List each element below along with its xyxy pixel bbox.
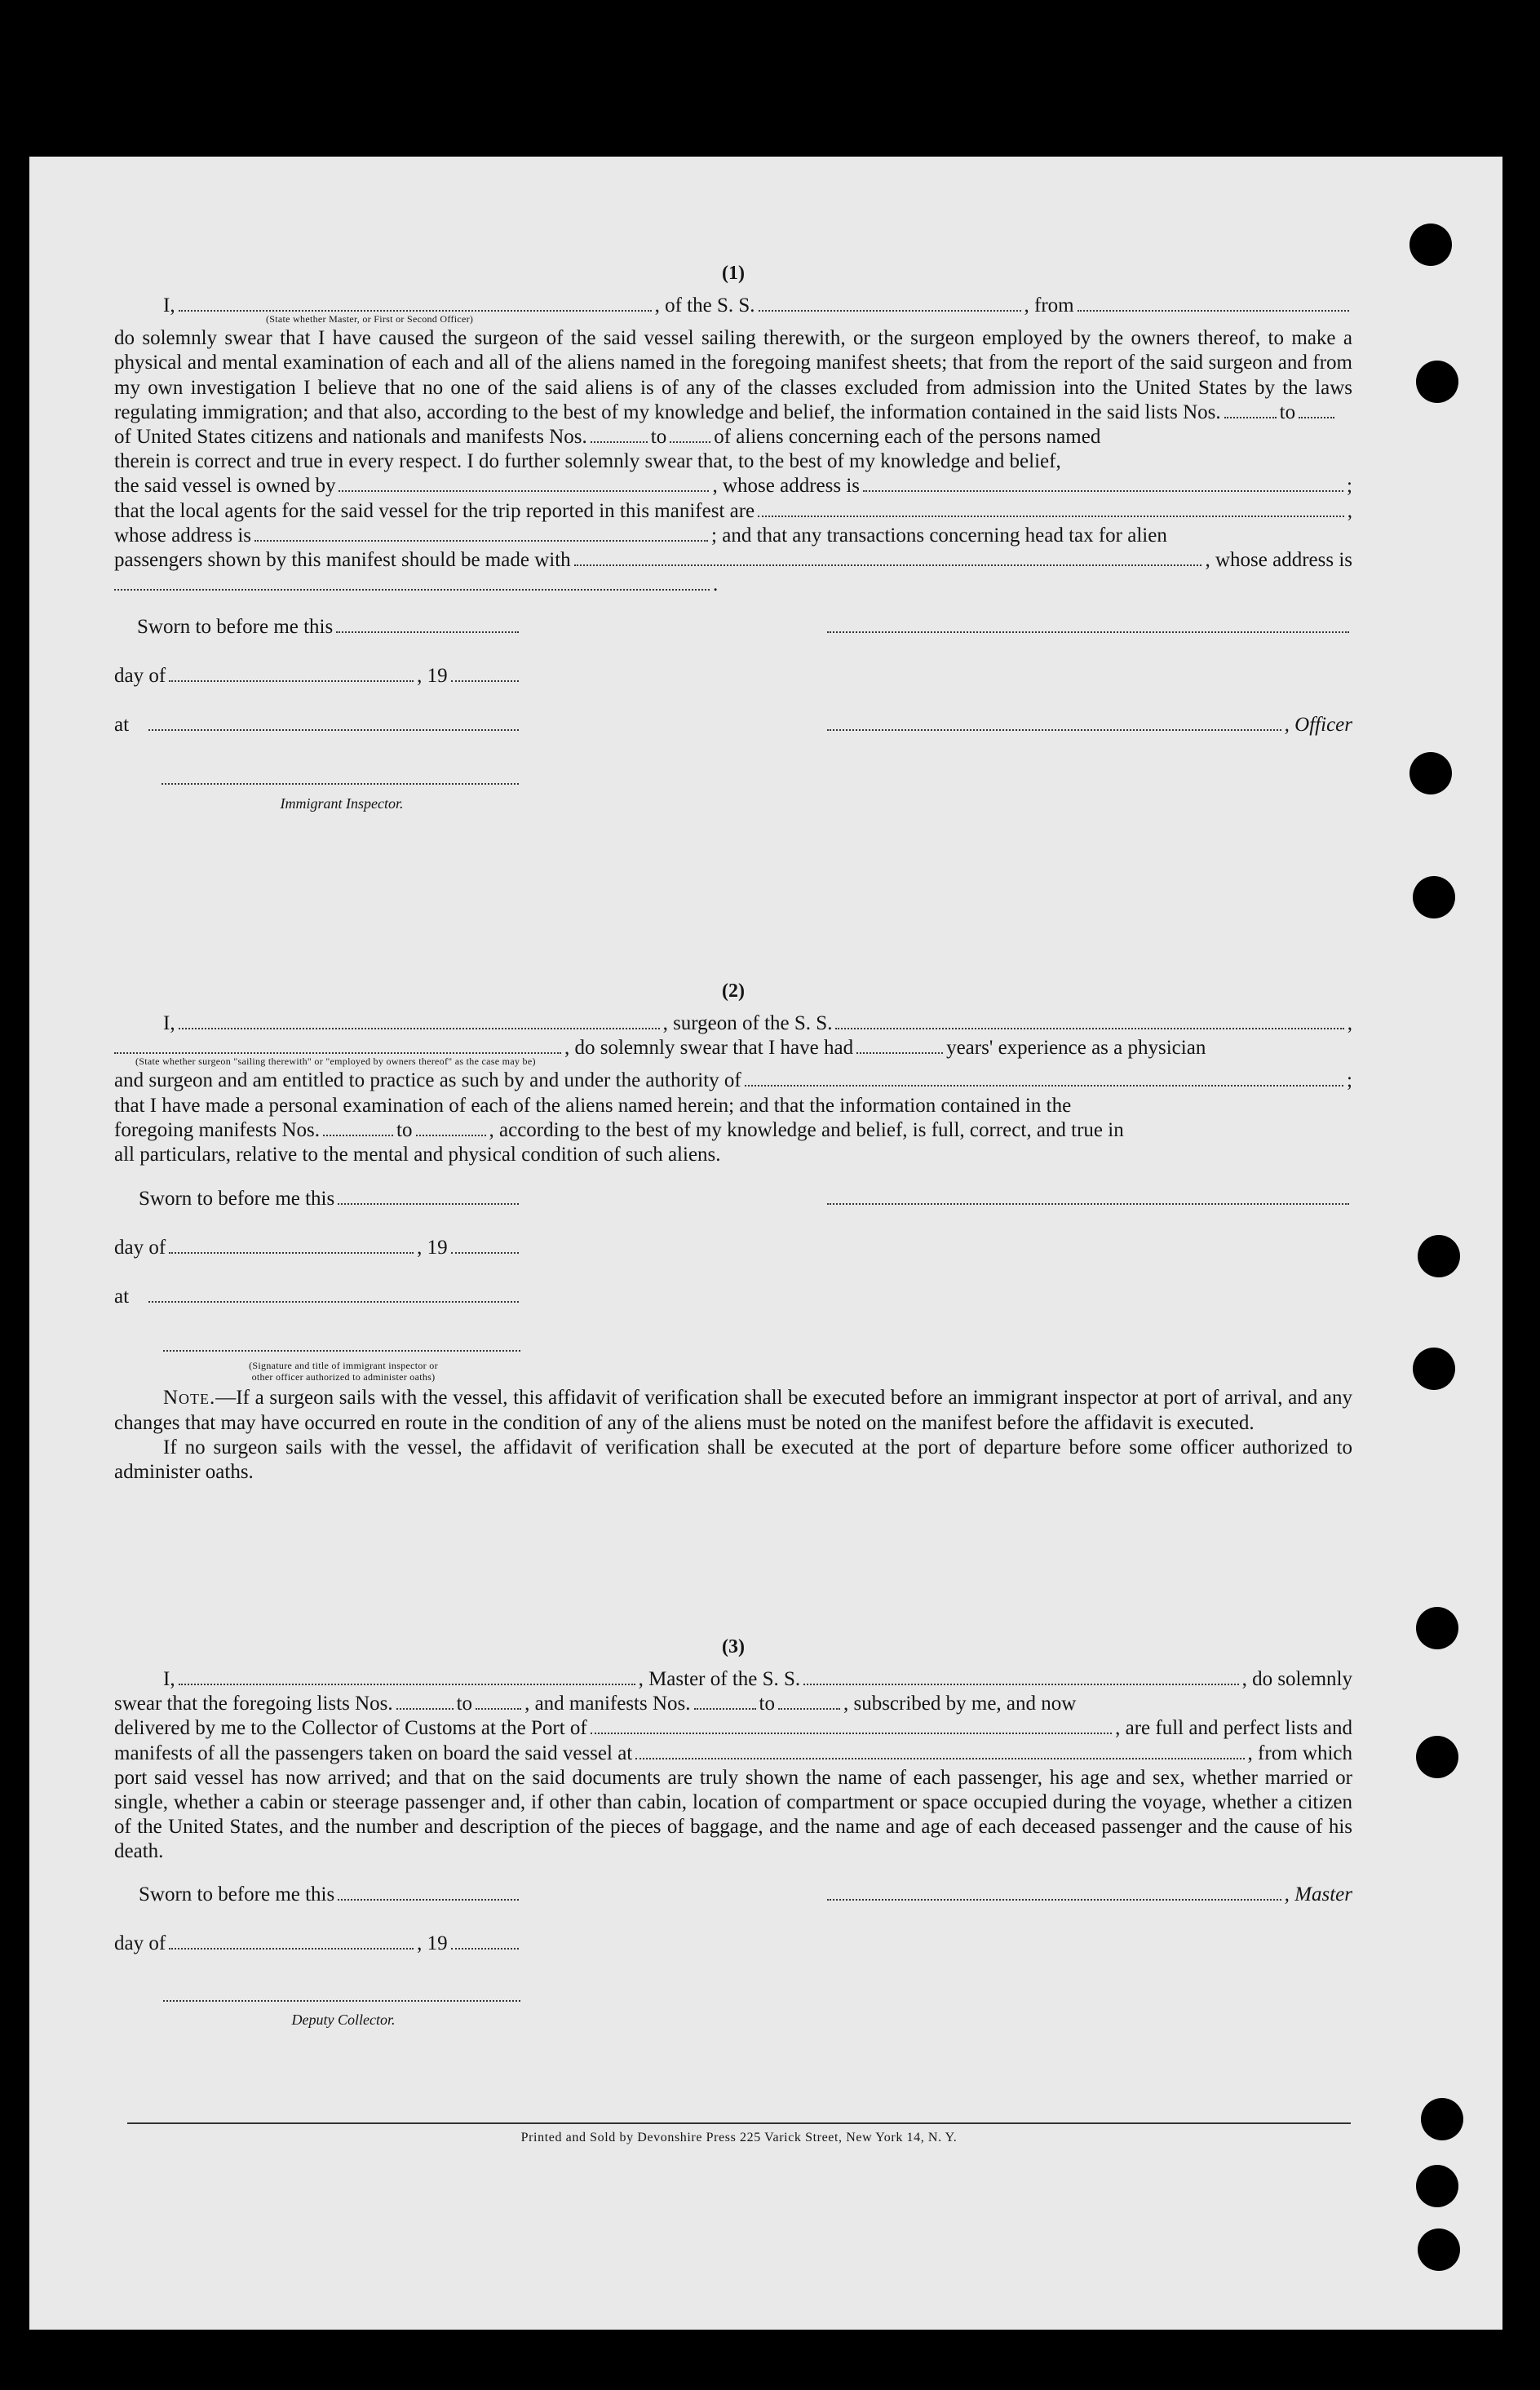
examination-line: that I have made a personal examination of each of the aliens named herein; and that the information contained in the xyxy=(114,1094,1072,1117)
affidavit-master-section xyxy=(114,261,1352,812)
headtax-address-line: . xyxy=(114,573,1352,597)
sworn-day-field[interactable] xyxy=(336,615,519,633)
punch-hole xyxy=(1418,1235,1460,1277)
label-from: , from xyxy=(1024,294,1074,316)
lists-from-field[interactable] xyxy=(396,1692,454,1710)
sworn-row: Sworn to before me this xyxy=(114,1187,1352,1236)
officer-signature-field[interactable] xyxy=(827,615,1349,633)
year-field[interactable] xyxy=(451,1236,519,1254)
section-number: (3) xyxy=(722,1636,745,1658)
punch-hole xyxy=(1409,224,1452,266)
punch-hole xyxy=(1413,1348,1455,1390)
inspector-signature-field[interactable] xyxy=(162,767,519,785)
surgeon-manifests-from-field[interactable] xyxy=(323,1118,393,1136)
punch-hole xyxy=(1416,2165,1458,2207)
section-number: (1) xyxy=(722,263,745,284)
punch-hole xyxy=(1416,1736,1458,1778)
affidavit-surgeon-section xyxy=(114,979,1352,1485)
agents-address-field[interactable] xyxy=(254,524,708,542)
boarded-line: manifests of all the passengers taken on board the said vessel at , from which xyxy=(114,1742,1352,1764)
place-field[interactable] xyxy=(148,1285,519,1303)
master-signature-field[interactable] xyxy=(827,1883,1281,1901)
lists-to-field[interactable] xyxy=(1299,401,1334,418)
at-row: at , Officer xyxy=(114,714,1352,737)
manifests-from-field[interactable] xyxy=(591,425,648,443)
foregoing-line: foregoing manifests Nos. to , according to the best of my knowledge and belief, is full, correct, and true in xyxy=(114,1118,1124,1141)
correct-line: therein is correct and true in every respect. I do further solemnly swear that, to the best of my knowledge and belief, xyxy=(114,450,1061,473)
day-row: day of , 19 xyxy=(114,1236,1352,1285)
owner-line: the said vessel is owned by , whose address is ; xyxy=(114,475,1352,498)
manifests-to-field[interactable] xyxy=(670,425,710,443)
surgeon-signature-field[interactable] xyxy=(827,1187,1349,1205)
lists-to-field[interactable] xyxy=(476,1692,521,1710)
day-row: day of , 19 xyxy=(114,1932,1352,1981)
headtax-line: passengers shown by this manifest should be made with , whose address is xyxy=(114,549,1352,572)
section-number: (2) xyxy=(722,980,745,1002)
surgeon-manifests-to-field[interactable] xyxy=(416,1118,486,1136)
punch-hole xyxy=(1421,2098,1463,2140)
sworn-day-field[interactable] xyxy=(338,1187,519,1205)
affidavit-body: do solemnly swear that I have caused the surgeon of the said vessel sailing therewith, or the surgeon employed by the owners thereof, to make a physical and mental examination of each and all of the aliens named in the foregoing manifest sheets; that from the report of the said surgeon and from my own investigation I believe that no one of the said aliens is of any of the classes excluded from admission into the United States by the laws regulating immigration; and that also, according to the best of my knowledge and belief, the information contained in the said lists Nos. to xyxy=(114,327,1352,423)
lists-line: swear that the foregoing lists Nos. to , and manifests Nos. to , subscribed by me, and now xyxy=(114,1693,1077,1715)
punch-hole xyxy=(1418,2228,1460,2271)
owner-field[interactable] xyxy=(339,474,709,492)
surgeon-vessel-field[interactable] xyxy=(835,1011,1343,1029)
officer-title-field[interactable] xyxy=(827,713,1281,731)
owner-address-field[interactable] xyxy=(863,474,1343,492)
collector-body: port said vessel has now arrived; and that on the said documents are truly shown the name of each passenger, his age and sex, whether married or single, whether a cabin or steerage passenger and, if other than cabin, location of compartment or space occupied during the voyage, whether a citizen of the United States, and the number and description of the pieces of baggage, and the name and age of each deceased passenger and the cause of his death. xyxy=(114,1766,1352,1863)
port-field[interactable] xyxy=(591,1716,1112,1734)
surgeon-status-field[interactable] xyxy=(114,1036,561,1054)
collector-signature-field[interactable] xyxy=(163,1984,520,2002)
vessel-name-field[interactable] xyxy=(759,294,1021,312)
form-sheet xyxy=(29,157,1502,2330)
day-month-field[interactable] xyxy=(169,664,414,682)
headtax-field[interactable] xyxy=(574,548,1202,566)
particulars-line: all particulars, relative to the mental and physical condition of such aliens. xyxy=(114,1144,721,1166)
year-field[interactable] xyxy=(451,664,519,682)
master-vessel-field[interactable] xyxy=(803,1667,1238,1685)
manifests-from-field[interactable] xyxy=(694,1692,756,1710)
footer-rule xyxy=(127,2122,1351,2124)
printer-footer: Printed and Sold by Devonshire Press 225 Varick Street, New York 14, N. Y. xyxy=(520,2131,958,2144)
citizens-line: of United States citizens and nationals and manifests Nos. to of aliens concerning each of the persons named xyxy=(114,426,1101,449)
day-row: day of , 19 xyxy=(114,664,1352,713)
sworn-row: Sworn to before me this , Master xyxy=(139,1883,1352,1905)
label-i: I, xyxy=(163,294,175,316)
punch-hole xyxy=(1416,1607,1458,1649)
sworn-day-field[interactable] xyxy=(338,1883,519,1901)
at-row: at xyxy=(114,1285,1352,1334)
day-month-field[interactable] xyxy=(169,1932,414,1950)
inspector-signature-field[interactable] xyxy=(163,1334,520,1352)
authority-line: and surgeon and am entitled to practice as such by and under the authority of ; xyxy=(114,1069,1352,1092)
note-paragraph: Note.—If a surgeon sails with the vessel, this affidavit of verification shall be executed before an immigrant inspector at port of arrival, and any changes that may have occurred en route in the condition of any of the aliens must be noted on the manifest before the affidavit is executed. xyxy=(114,1387,1352,1434)
surgeon-caption: (State whether surgeon "sailing therewith" or "employed by owners thereof" as the case may be) xyxy=(135,1056,536,1068)
experience-line: , do solemnly swear that I have had years' experience as a physician xyxy=(114,1036,1352,1060)
inspector-caption: Immigrant Inspector. xyxy=(280,794,404,812)
years-experience-field[interactable] xyxy=(856,1036,943,1054)
affidavit-collector-section xyxy=(114,1635,1352,2028)
inspector-signature xyxy=(162,767,522,811)
punch-hole xyxy=(1416,361,1458,403)
collector-signature xyxy=(163,1984,524,2028)
inspector-signature: (Signature and title of immigrant inspector or other officer authorized to administer oaths) xyxy=(163,1334,524,1383)
punch-hole xyxy=(1409,752,1452,794)
surgeon-name-field[interactable] xyxy=(179,1011,660,1029)
port-from-field[interactable] xyxy=(1078,294,1349,312)
sworn-row: Sworn to before me this xyxy=(114,615,1352,664)
headtax-address-field[interactable] xyxy=(114,573,710,591)
lists-from-field[interactable] xyxy=(1224,401,1277,418)
collector-line: delivered by me to the Collector of Customs at the Port of , are full and perfect lists and xyxy=(114,1717,1352,1740)
manifests-to-field[interactable] xyxy=(778,1692,840,1710)
agents-field[interactable] xyxy=(758,499,1344,517)
officer-name-field[interactable] xyxy=(179,294,652,312)
agents-address-line: whose address is ; and that any transactions concerning head tax for alien xyxy=(114,524,1167,547)
punch-hole xyxy=(1413,876,1455,918)
master-name-field[interactable] xyxy=(179,1667,635,1685)
note-paragraph-2: If no surgeon sails with the vessel, the affidavit of verification shall be executed at the port of departure before some officer authorized to administer oaths. xyxy=(114,1436,1352,1484)
boarding-port-field[interactable] xyxy=(635,1742,1244,1759)
year-field[interactable] xyxy=(451,1932,519,1950)
surgeon-line: I, , surgeon of the S. S. , xyxy=(163,1012,1352,1034)
authority-field[interactable] xyxy=(745,1069,1343,1087)
label-of-ss: , of the S. S. xyxy=(654,294,755,316)
place-field[interactable] xyxy=(148,713,519,731)
day-month-field[interactable] xyxy=(169,1236,414,1254)
officer-caption: (State whether Master, or First or Second Officer) xyxy=(266,313,474,325)
collector-caption: Deputy Collector. xyxy=(291,2011,396,2028)
agents-line: that the local agents for the said vessel for the trip reported in this manifest are , xyxy=(114,499,1352,522)
master-line: I, , Master of the S. S. , do solemnly xyxy=(163,1668,1352,1690)
